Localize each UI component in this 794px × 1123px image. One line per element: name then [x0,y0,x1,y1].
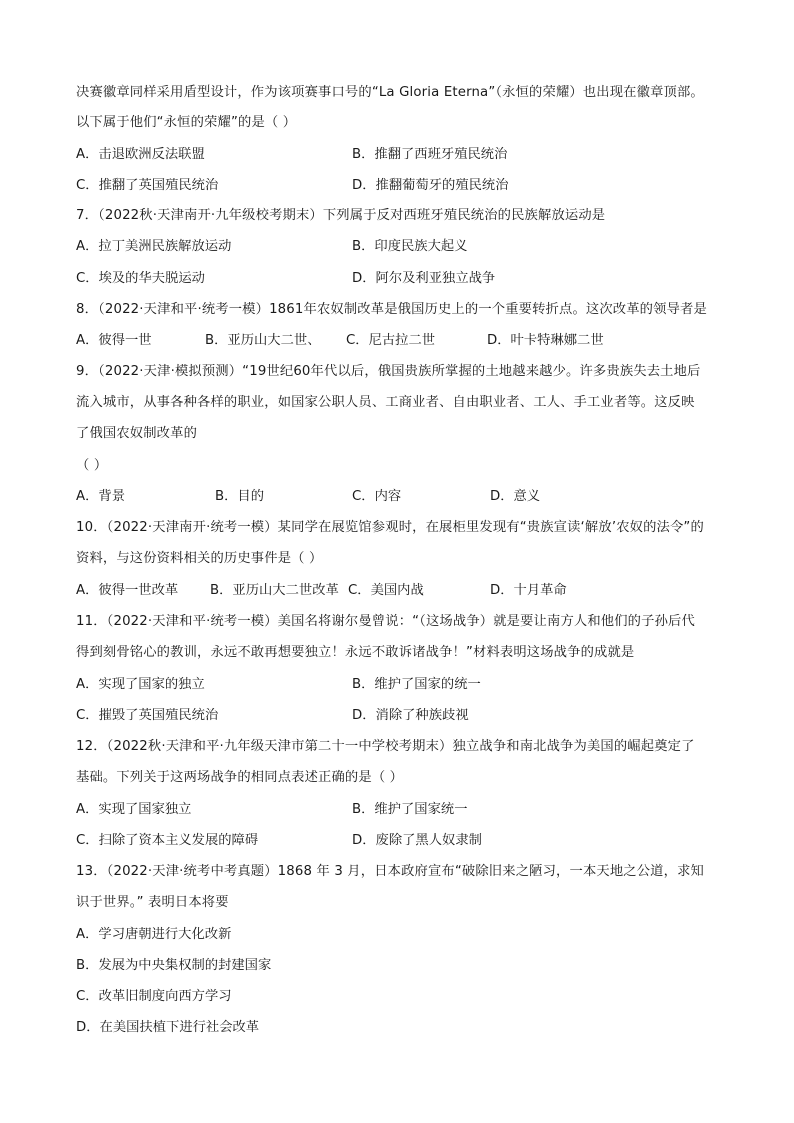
q7-option-b: B．印度民族大起义 [352,239,468,254]
q10-option-c: C．美国内战 [348,583,424,598]
q12-option-d: D．废除了黑人奴隶制 [352,833,482,848]
q7-option-d: D．阿尔及利亚独立战争 [352,271,496,286]
q9-option-b: B．目的 [215,489,265,504]
q9-stem-line-3: 了俄国农奴制改革的 [76,426,198,441]
q13-option-b: B．发展为中央集权制的封建国家 [76,958,272,973]
q6-option-b: B．推翻了西班牙殖民统治 [352,147,508,162]
passage-line: 决赛徽章同样采用盾型设计，作为该项赛事口号的“La Gloria Eterna”（永恒的荣耀）也出现在徽章顶部。 [76,85,704,100]
q13-option-d: D．在美国扶植下进行社会改革 [76,1020,260,1035]
q11-option-d: D．消除了种族歧视 [352,708,469,723]
q6-option-a: A．击退欧洲反法联盟 [76,147,205,162]
q13-option-c: C．改革旧制度向西方学习 [76,989,232,1004]
q10-option-a: A．彼得一世改革 [76,583,179,598]
q12-option-a: A．实现了国家独立 [76,802,192,817]
q12-stem-line-2: 基础。下列关于这两场战争的相同点表述正确的是（ ） [76,770,404,785]
q11-stem-line-2: 得到刻骨铭心的教训，永远不敢再想要独立！永远不敢诉诸战争！”材料表明这场战争的成就是 [76,645,635,660]
q8-option-d: D．叶卡特琳娜二世 [487,333,604,348]
q13-stem-line-2: 识于世界。” 表明日本将要 [76,895,229,910]
q12-option-b: B．维护了国家统一 [352,802,468,817]
q7-option-a: A．拉丁美洲民族解放运动 [76,239,232,254]
q9-answer-blank: （ ） [76,458,108,473]
q8-stem: 8．（2022·天津和平·统考一模）1861年农奴制改革是俄国历史上的一个重要转折点。这次改革的领导者是 [76,302,707,317]
q10-option-b: B．亚历山大二世改革 [210,583,339,598]
q7-stem: 7．（2022秋·天津南开·九年级校考期末）下列属于反对西班牙殖民统治的民族解放运动是 [76,208,606,223]
q9-option-d: D．意义 [490,489,541,504]
q8-option-a: A．彼得一世 [76,333,152,348]
q10-stem-line-1: 10．（2022·天津南开·统考一模）某同学在展览馆参观时，在展柜里发现有“贵族宣读‘解放’农奴的法令”的 [76,520,704,535]
q6-option-c: C．推翻了英国殖民统治 [76,178,219,193]
q8-option-c: C．尼古拉二世 [346,333,436,348]
q13-option-a: A．学习唐朝进行大化改新 [76,927,232,942]
q6-option-d: D．推翻葡萄牙的殖民统治 [352,178,509,193]
q10-stem-line-2: 资料，与这份资料相关的历史事件是（ ） [76,551,323,566]
q13-stem-line-1: 13．（2022·天津·统考中考真题）1868 年 3 月，日本政府宣布“破除旧来之陋习，一本天地之公道，求知 [76,864,704,879]
q9-stem-line-1: 9．（2022·天津·模拟预测）“19世纪60年代以后，俄国贵族所掌握的土地越来越少。许多贵族失去土地后 [76,364,701,379]
q9-option-a: A．背景 [76,489,125,504]
q8-option-b: B．亚历山大二世、 [205,333,321,348]
q11-option-b: B．维护了国家的统一 [352,677,481,692]
q9-stem-line-2: 流入城市，从事各种各样的职业，如国家公职人员、工商业者、自由职业者、工人、手工业者等。这反映 [76,395,695,410]
q7-option-c: C．埃及的华夫脱运动 [76,271,205,286]
q11-option-a: A．实现了国家的独立 [76,677,205,692]
q11-option-c: C．摧毁了英国殖民统治 [76,708,219,723]
q12-option-c: C．扫除了资本主义发展的障碍 [76,833,259,848]
passage-line: 以下属于他们“永恒的荣耀”的是（ ） [76,115,297,130]
q12-stem-line-1: 12．（2022秋·天津和平·九年级天津市第二十一中学校考期末）独立战争和南北战争为美国的崛起奠定了 [76,739,695,754]
q9-option-c: C．内容 [352,489,402,504]
q11-stem-line-1: 11．（2022·天津和平·统考一模）美国名将谢尔曼曾说：“（这场战争）就是要让南方人和他们的子孙后代 [76,614,695,629]
q10-option-d: D．十月革命 [490,583,567,598]
